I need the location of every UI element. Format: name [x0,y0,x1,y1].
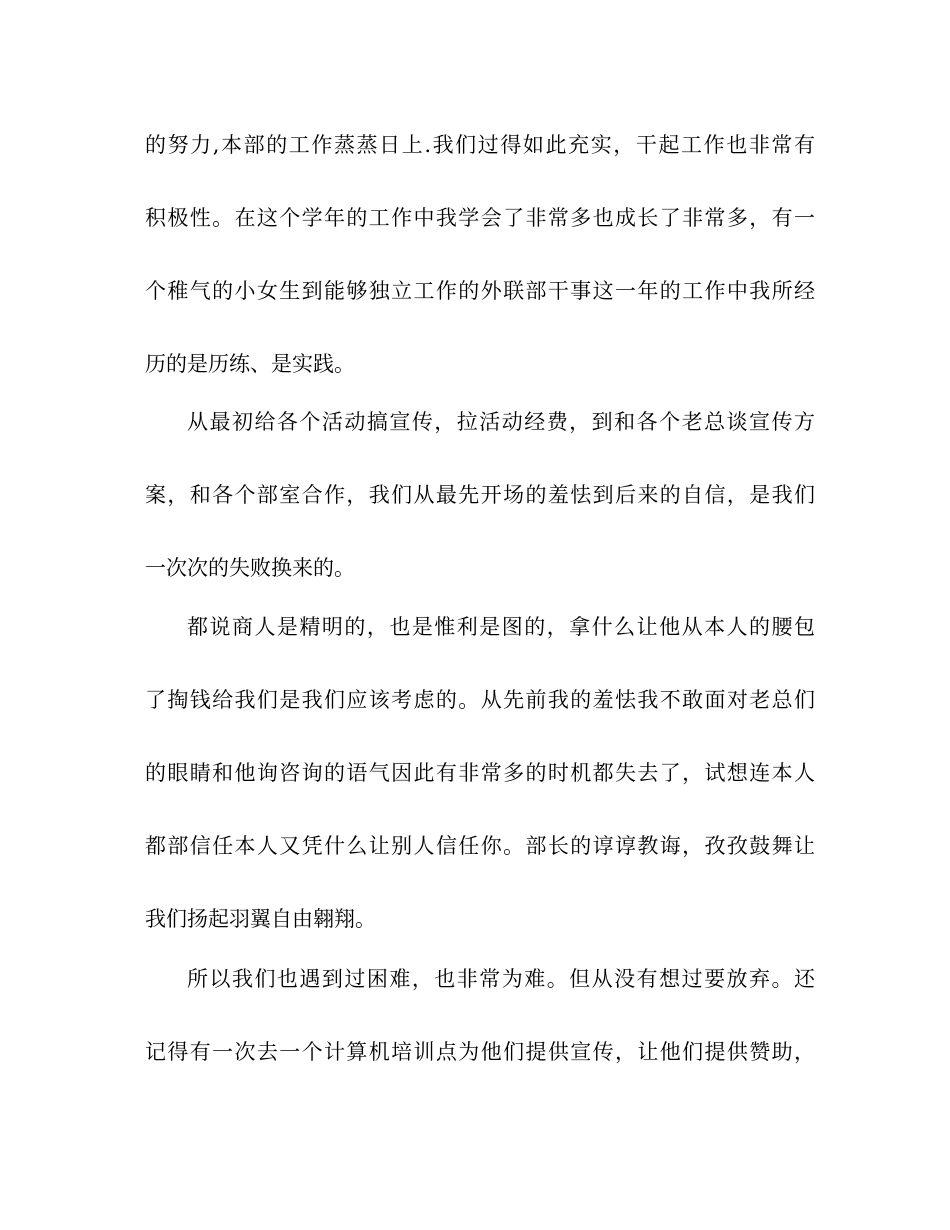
paragraph-first-line: 所以我们也遇到过困难，也非常为难。但从没有想过要放弃。还 [187,967,815,991]
text-line: 个稚气的小女生到能够独立工作的外联部干事这一年的工作中我所经 [145,279,815,303]
paragraph-first-line: 都说商人是精明的，也是惟利是图的，拿什么让他从本人的腰包 [187,615,815,639]
text-line: 的努力,本部的工作蒸蒸日上.我们过得如此充实，干起工作也非常有 [145,133,815,157]
text-line: 记得有一次去一个计算机培训点为他们提供宣传，让他们提供赞助， [145,1040,815,1064]
text-line: 我们扬起羽翼自由翱翔。 [145,907,376,931]
text-line: 案，和各个部室合作，我们从最先开场的羞怯到后来的自信，是我们 [145,483,815,507]
text-line: 了掏钱给我们是我们应该考虑的。从先前我的羞怯我不敢面对老总们 [145,688,815,712]
text-line: 历的是历练、是实践。 [145,352,355,376]
paragraph-first-line: 从最初给各个活动搞宣传，拉活动经费，到和各个老总谈宣传方 [187,410,815,434]
text-line: 一次次的失败换来的。 [145,556,355,580]
text-line: 都部信任本人又凭什么让别人信任你。部长的谆谆教诲，孜孜鼓舞让 [145,834,815,858]
text-line: 积极性。在这个学年的工作中我学会了非常多也成长了非常多，有一 [145,206,815,230]
text-line: 的眼睛和他询咨询的语气因此有非常多的时机都失去了，试想连本人 [145,761,815,785]
